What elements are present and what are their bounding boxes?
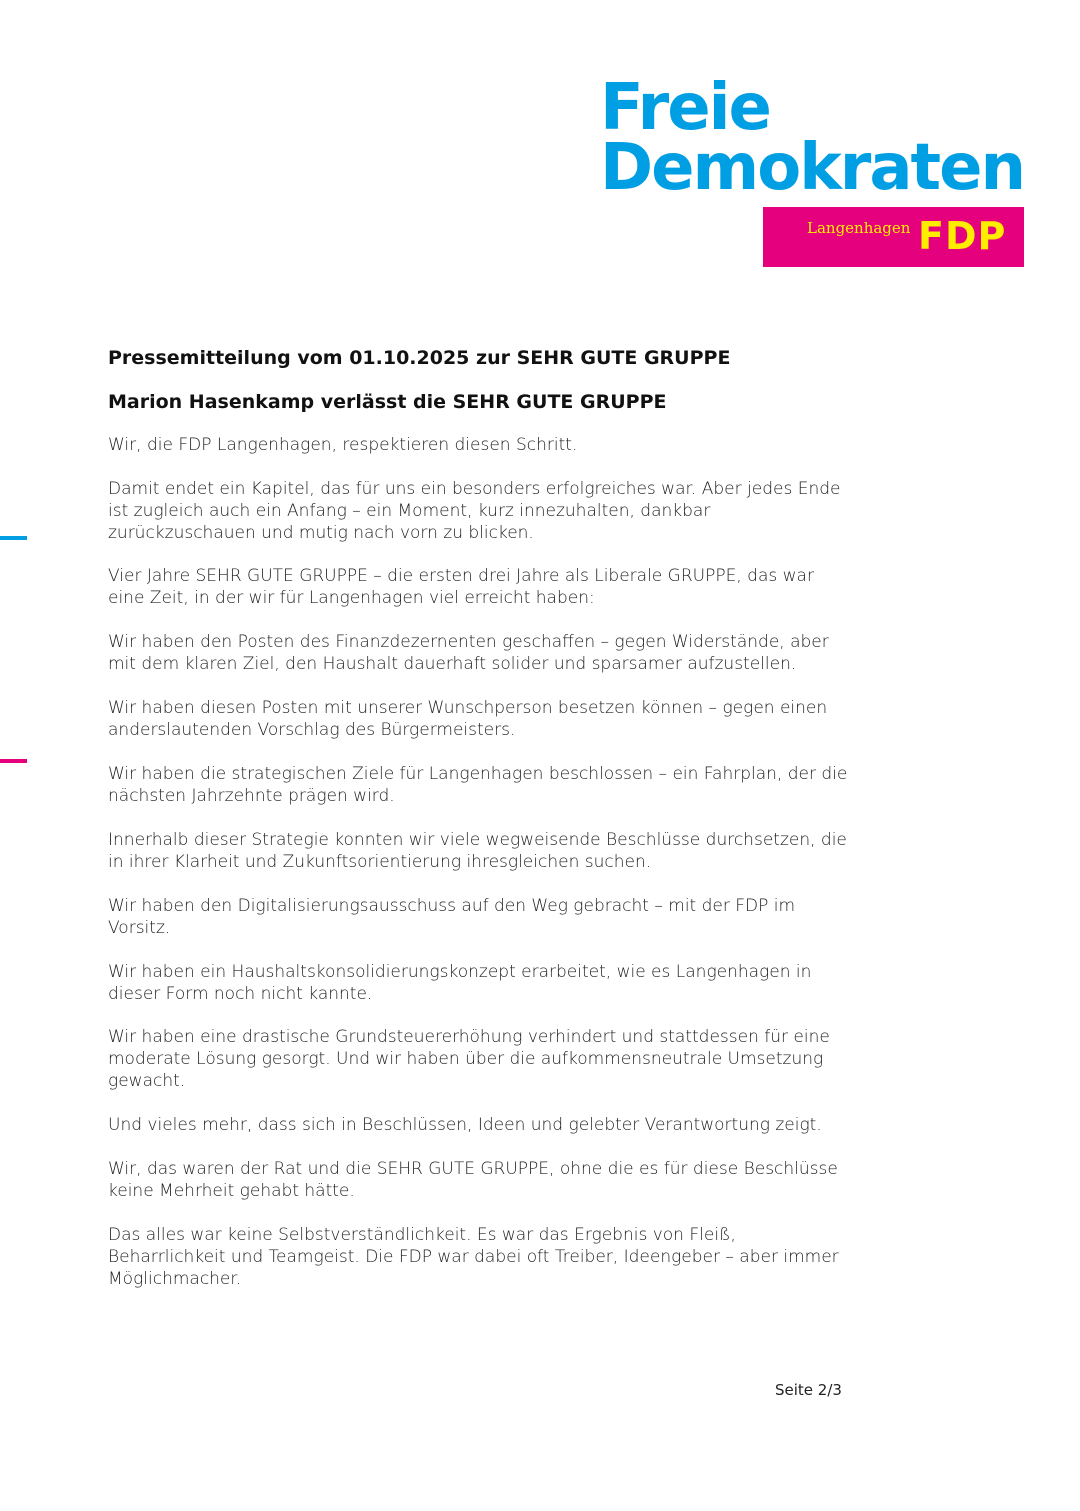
- paragraph: Wir haben eine drastische Grundsteuererhöhung verhindert und stattdessen für eine moderate Lösung gesorgt. Und wir haben über die aufkommensneutrale Umsetzung gewacht.: [108, 1027, 830, 1091]
- paragraph: Und vieles mehr, dass sich in Beschlüssen, Ideen und gelebter Verantwortung zeigt.: [108, 1115, 822, 1135]
- fold-mark-pink: [0, 759, 27, 763]
- paragraph: Damit endet ein Kapitel, das für uns ein besonders erfolgreiches war. Aber jedes Ende ist zugleich auch ein Anfang – ein Moment, kurz innezuhalten, dankbar zurückzuschauen und mutig nach vorn zu blicken.: [108, 479, 841, 543]
- page-number: Seite 2/3: [775, 1381, 842, 1399]
- paragraph: Das alles war keine Selbstverständlichkeit. Es war das Ergebnis von Fleiß, Beharrlichkeit und Teamgeist. Die FDP war dabei oft Treiber, Ideengeber – aber immer Möglichmacher.: [108, 1225, 839, 1289]
- paragraph: Vier Jahre SEHR GUTE GRUPPE – die ersten drei Jahre als Liberale GRUPPE, das war eine Zeit, in der wir für Langenhagen viel erreicht haben:: [108, 566, 814, 608]
- press-release-subheading: Marion Hasenkamp verlässt die SEHR GUTE GRUPPE: [108, 391, 667, 413]
- press-release-heading: Pressemitteilung vom 01.10.2025 zur SEHR GUTE GRUPPE: [108, 347, 731, 369]
- party-logo: [600, 71, 1030, 205]
- logo-badge-local: Langenhagen: [807, 219, 911, 237]
- paragraph: Wir, die FDP Langenhagen, respektieren diesen Schritt.: [108, 435, 578, 455]
- logo-badge: [763, 207, 1024, 267]
- paragraph: Wir haben die strategischen Ziele für Langenhagen beschlossen – ein Fahrplan, der die nächsten Jahrzehnte prägen wird.: [108, 764, 848, 806]
- paragraph: Wir haben den Digitalisierungsausschuss auf den Weg gebracht – mit der FDP im Vorsitz.: [108, 896, 796, 938]
- paragraph: Wir, das waren der Rat und die SEHR GUTE GRUPPE, ohne die es für diese Beschlüsse keine Mehrheit gehabt hätte.: [108, 1159, 838, 1201]
- logo-line-freie: Freie: [600, 71, 770, 145]
- paragraph: Wir haben den Posten des Finanzdezernenten geschaffen – gegen Widerstände, aber mit dem klaren Ziel, den Haushalt dauerhaft solider und sparsamer aufzustellen.: [108, 632, 829, 674]
- logo-badge-fdp: FDP: [918, 214, 1007, 258]
- paragraph: Innerhalb dieser Strategie konnten wir viele wegweisende Beschlüsse durchsetzen, die in ihrer Klarheit und Zukunftsorientierung ihresgleichen suchen.: [108, 830, 847, 872]
- paragraph: Wir haben ein Haushaltskonsolidierungskonzept erarbeitet, wie es Langenhagen in dieser Form noch nicht kannte.: [108, 962, 812, 1004]
- logo-line-demokraten: Demokraten: [600, 131, 1025, 205]
- paragraph: Wir haben diesen Posten mit unserer Wunschperson besetzen können – gegen einen anderslautenden Vorschlag des Bürgermeisters.: [108, 698, 828, 740]
- fold-mark-blue: [0, 536, 27, 540]
